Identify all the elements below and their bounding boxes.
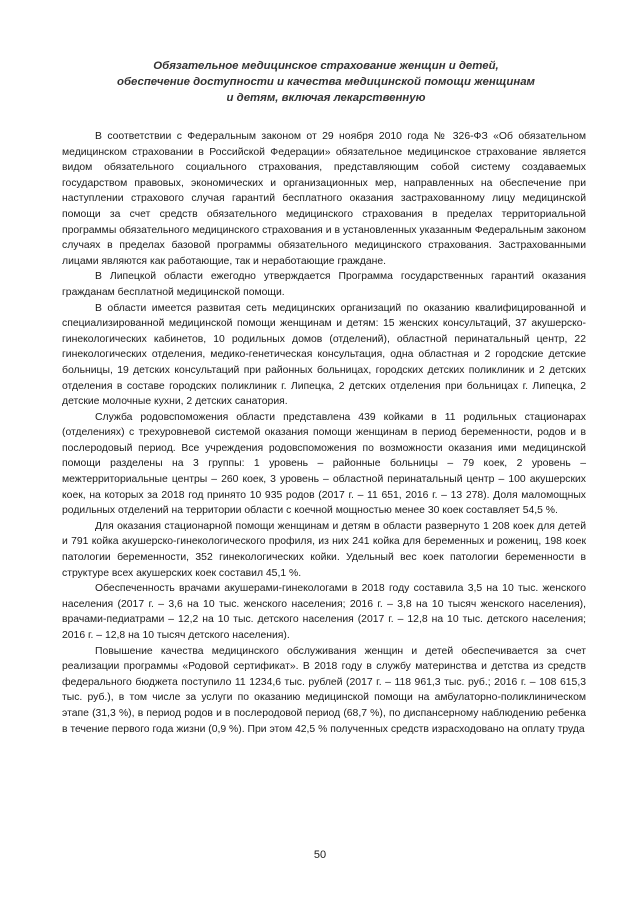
section-title [70,58,582,106]
paragraph-birth-certificate: Повышение качества медицинского обслуживания женщин и детей обеспечивается за счет реализации программы «Родовой сертификат». В 2018 году в службу материнства и детства из средств федерального бюджета поступило 11 1234,6 тыс. рублей (2017 г. – 118 961,3 тыс. руб.; 2016 г. – 108 615,3 тыс. руб.), в том числе за услуги по оказанию медицинской помощи на амбулаторно-поликлиническом этапе (31,3 %), в период родов и в послеродовой период (68,7 %), по диспансерному наблюдению ребенка в течение первого года жизни (0,9 %). При этом 42,5 % полученных средств израсходовано на оплату труда [62,645,586,735]
paragraph-lipetsk-program: В Липецкой области ежегодно утверждается Программа государственных гарантий оказания гражданам бесплатной медицинской помощи. [62,271,586,298]
section-title-line-3: и детям, включая лекарственную [226,92,426,104]
paragraph-inpatient-beds: Для оказания стационарной помощи женщинам и детям в области развернуто 1 208 коек для детей и 791 койка акушерско-гинекологического профиля, из них 241 койка для беременных и рожениц, 198 коек патологии беременности, 352 гинекологических койки. Удельный вес коек патологии беременности в структуре всех акушерских коек составил 45,1 %. [62,520,586,579]
paragraph-staffing: Обеспеченность врачами акушерами-гинекологами в 2018 году составила 3,5 на 10 тыс. женского населения (2017 г. – 3,6 на 10 тыс. женского населения; 2016 г. – 3,8 на 10 тысяч женского населения), врачами-педиатрами – 12,2 на 10 тыс. детского населения (2017 г. – 12,8 на 10 тыс. детского населения; 2016 г. – 12,8 на 10 тысяч детского населения). [62,583,586,641]
section-title-line-2: обеспечение доступности и качества медицинской помощи женщинам [117,76,535,88]
page-number: 50 [313,849,327,861]
paragraph-oms-law: В соответствии с Федеральным законом от 29 ноября 2010 года № 326-ФЗ «Об обязательном медицинском страховании в Российской Федерации» обязательное медицинское страхование является видом обязательного социального страхования, представляющим собой систему создаваемых государством правовых, экономических и организационных мер, направленных на обеспечение при наступлении страхового случая гарантий бесплатного оказания застрахованному лицу медицинской помощи за счет средств обязательного медицинского страхования в пределах территориальной программы обязательного медицинского страхования и в установленных указанным Федеральным законом случаях в пределах базовой программы обязательного медицинского страхования. Застрахованными лицами являются как работающие, так и неработающие граждане. [62,131,586,267]
paragraph-medical-network: В области имеется развитая сеть медицинских организаций по оказанию квалифицированной и специализированной медицинской помощи женщинам и детям: 15 женских консультаций, 37 акушерско-гинекологических кабинетов, 10 родильных домов (отделений), областной перинатальный центр, 22 гинекологических отделения, медико-генетическая консультация, одна областная и 2 городские детские больницы, 19 детских консультаций при районных больницах, городских детских поликлиник и 2 детских отделения в составе городских поликлиник г. Липецка, 2 детских отделения при больницах г. Липецка, 2 детские молочные кухни, 2 детских санатория. [62,302,586,408]
paragraph-obstetric-service: Служба родовспоможения области представлена 439 койками в 11 родильных стационарах (отделениях) с трехуровневой системой оказания помощи женщинам в период беременности, родов и в послеродовый период. Все учреждения родовспоможения по возможности оказания ими медицинской помощи разделены на 3 группы: 1 уровень – районные больницы – 79 коек, 2 уровень – межтерриториальные центры – 260 коек, 3 уровень – областной перинатальный центр – 100 акушерских коек, на которых за 2018 год принято 10 935 родов (2017 г. – 11 651, 2016 г. – 13 278). Доля маломощных родильных отделений на территории области с коечной мощностью менее 30 коек составляет 54,5 %. [62,411,586,517]
body-text [62,129,586,737]
section-title-line-1: Обязательное медицинское страхование женщин и детей, [153,60,499,72]
